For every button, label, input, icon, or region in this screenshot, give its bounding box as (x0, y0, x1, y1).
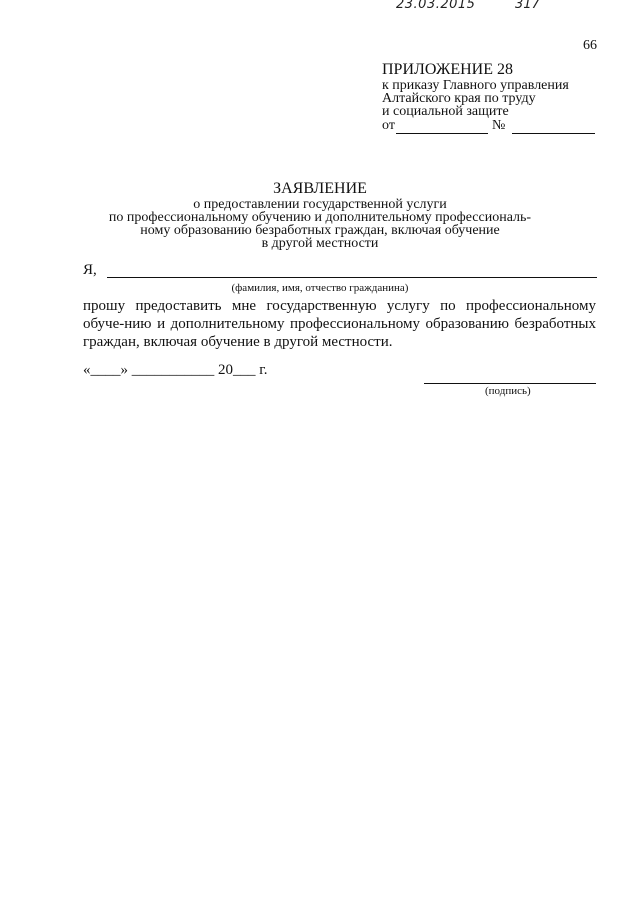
subtitle-line-1: о предоставлении государственной услуги (193, 197, 447, 212)
signature-hint: (подпись) (485, 385, 531, 397)
fill-date-line[interactable]: «____» ___________ 20___ г. (83, 362, 268, 378)
applicant-prefix: Я, (83, 262, 97, 278)
applicant-name-line[interactable] (107, 277, 597, 278)
annex-date-prefix: от (382, 118, 395, 133)
annex-line-order: к приказу Главного управления (382, 78, 569, 93)
request-text: прошу предоставить мне государственную услугу по профессиональному обуче-нию и дополнительному профессиональному образованию безработных граждан, включая обучение в другой местности. (83, 298, 596, 350)
annex-line-social: и социальной защите (382, 104, 509, 119)
annex-number-handwritten: 317 (515, 0, 540, 12)
annex-title: ПРИЛОЖЕНИЕ 28 (382, 61, 514, 78)
applicant-name-hint: (фамилия, имя, отчество гражданина) (231, 282, 409, 294)
subtitle-line-2: по профессиональному обучению и дополнительному профессиональ- (108, 210, 532, 225)
annex-line-region: Алтайского края по труду (382, 91, 536, 106)
annex-date-underline (396, 133, 488, 134)
annex-number-underline (512, 133, 595, 134)
annex-number-prefix: № (492, 118, 506, 133)
annex-date-row (382, 118, 395, 134)
annex-block (382, 62, 569, 118)
page-number: 66 (583, 38, 597, 53)
subtitle-line-3: ному образованию безработных граждан, включая обучение (140, 223, 500, 238)
annex-date-handwritten: 23.03.2015 (396, 0, 476, 12)
signature-line[interactable] (424, 383, 596, 384)
subtitle-line-4: в другой местности (261, 236, 379, 251)
document-title: ЗАЯВЛЕНИЕ (273, 180, 367, 197)
document-heading (0, 180, 640, 250)
